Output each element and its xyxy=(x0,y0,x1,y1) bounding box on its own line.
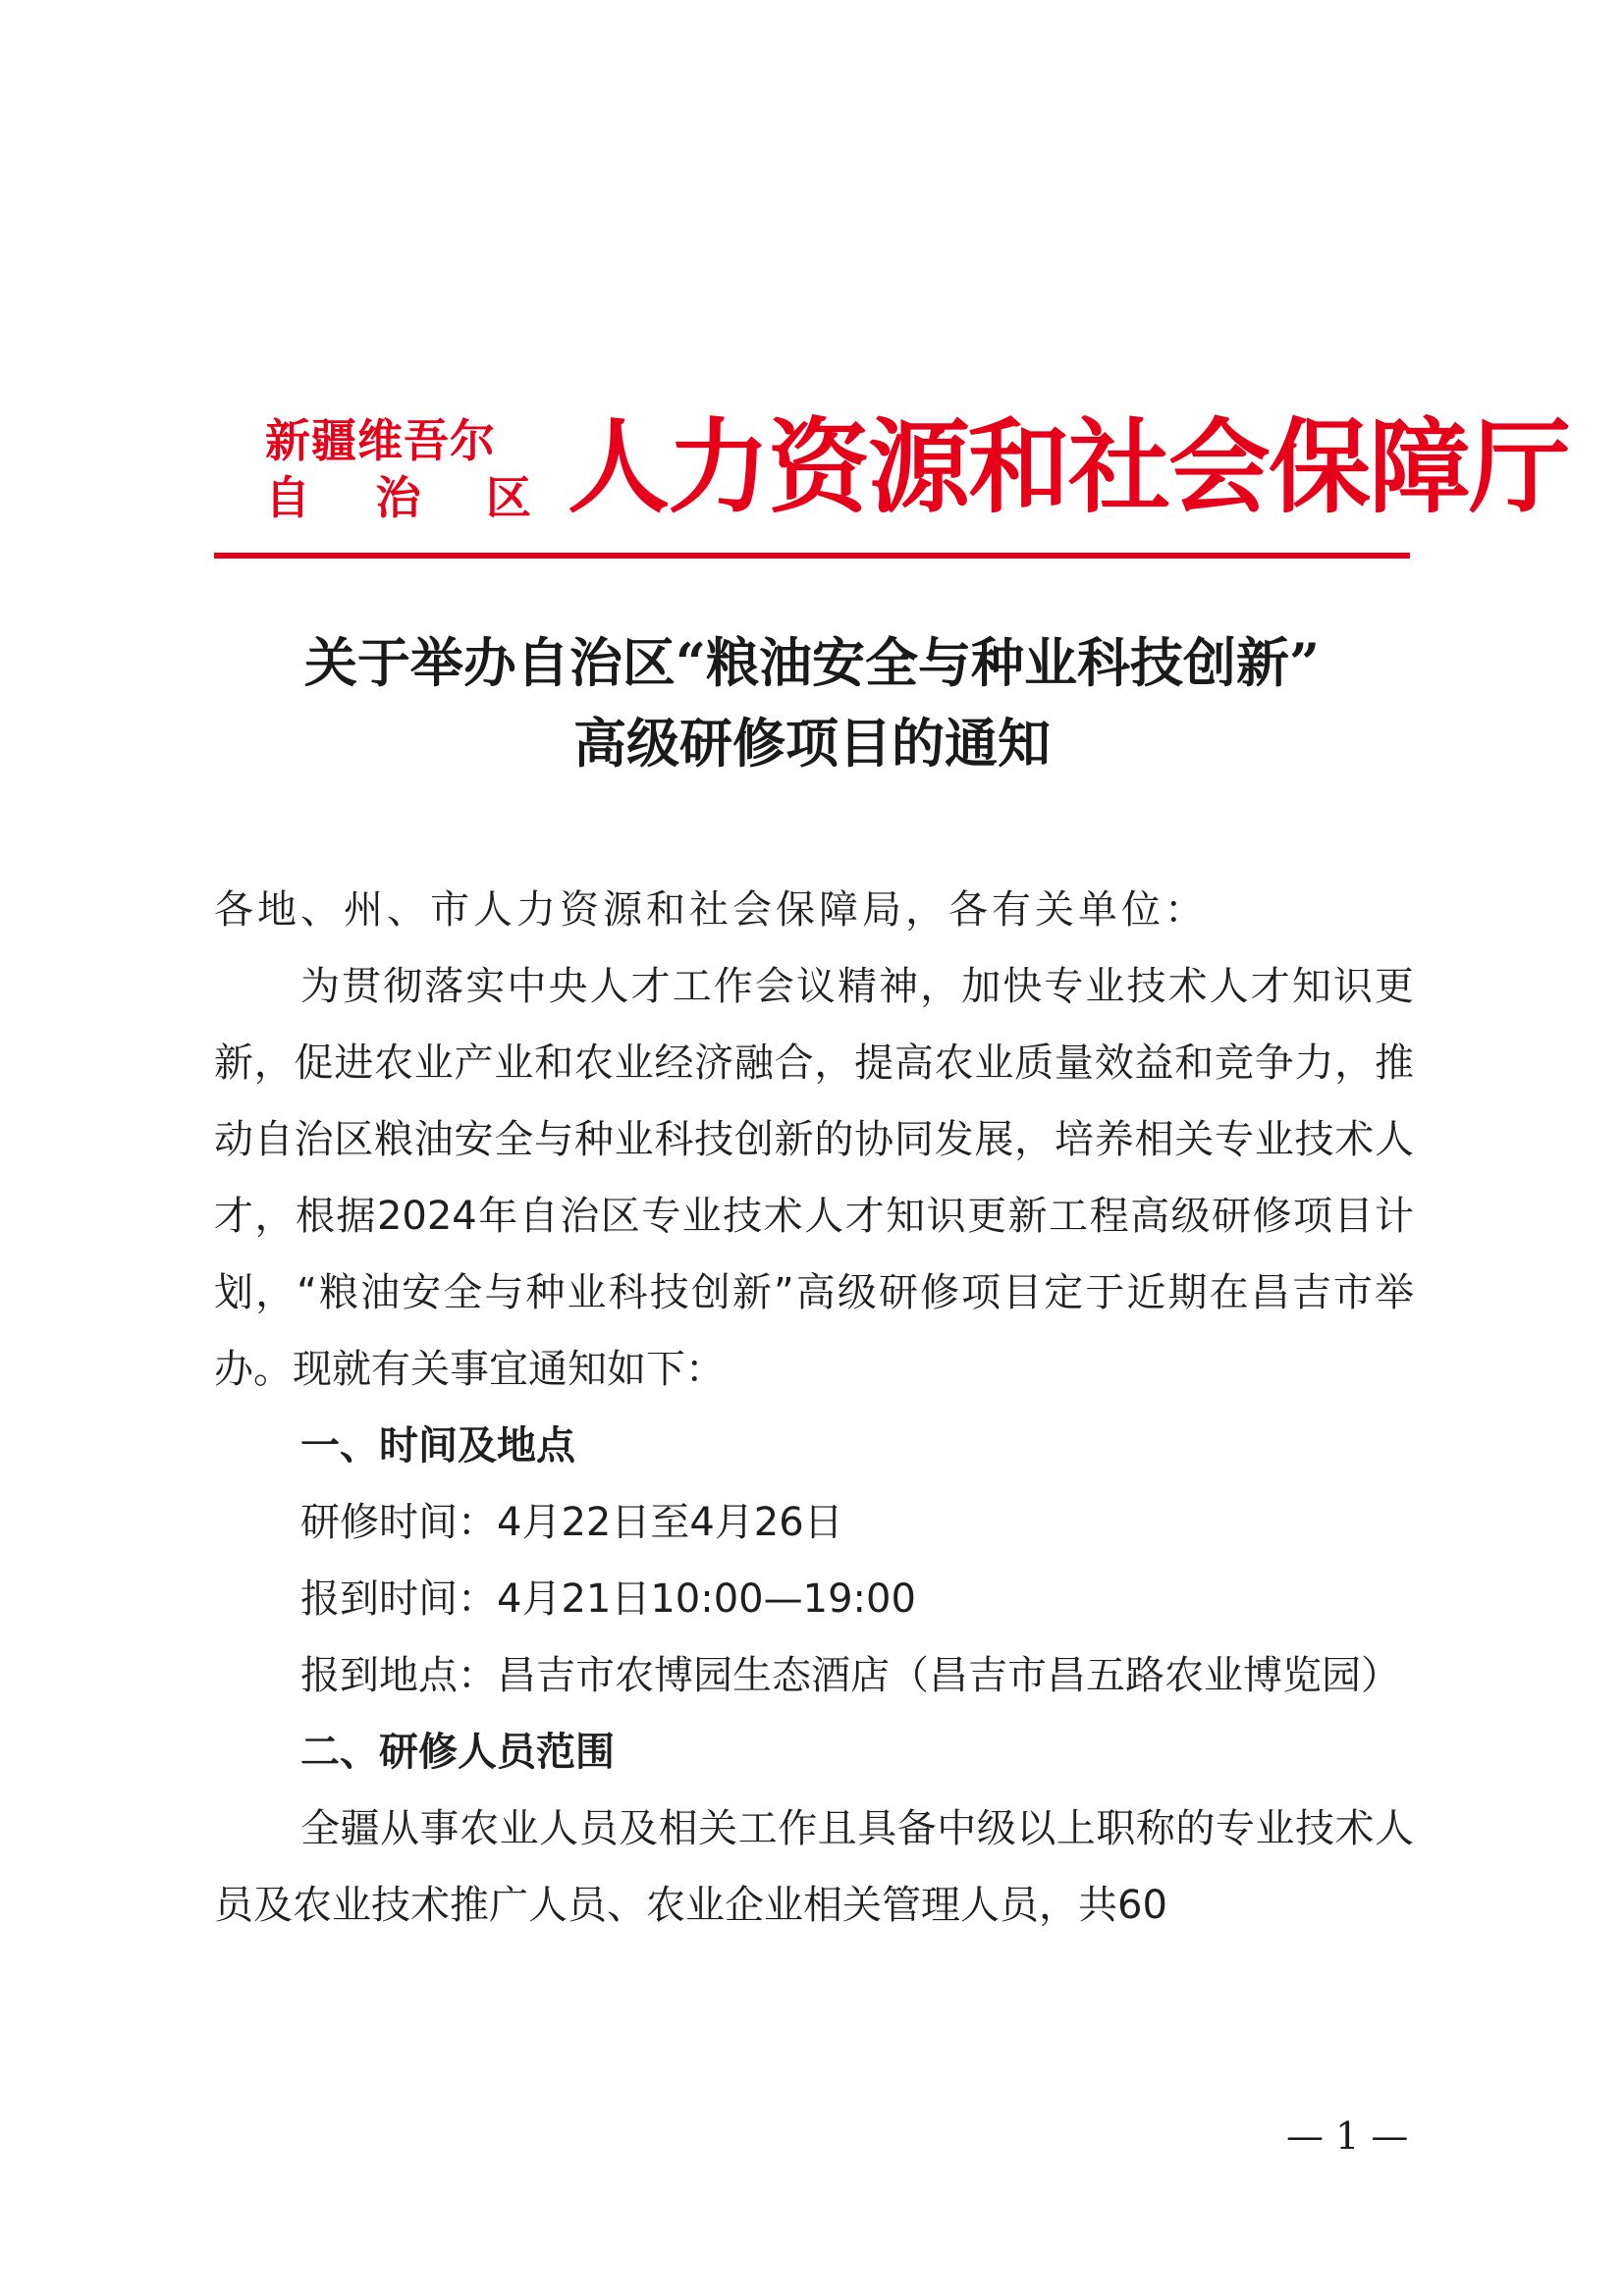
document-title xyxy=(157,622,1467,783)
letterhead xyxy=(265,402,1570,530)
agency-region-char: 区 xyxy=(486,471,532,524)
section-heading-time-place: 一、时间及地点 xyxy=(300,1423,575,1468)
letterhead-divider xyxy=(214,553,1410,559)
intro-paragraph: 为贯彻落实中央人才工作会议精神，加快专业技术人才知识更新，促进农业产业和农业经济融合，提高农业质量效益和竞争力，推动自治区粮油安全与种业科技创新的协同发展，培养相关专业技术人才，根据2024年自治区专业技术人才知识更新工程高级研修项目计划，“粮油安全与种业科技创新”高级研修项目定于近期在昌吉市举办。现就有关事宜通知如下： xyxy=(214,964,1414,1392)
study-time: 研修时间：4月22日至4月26日 xyxy=(300,1500,843,1545)
agency-region-line2 xyxy=(265,469,532,526)
page-number: — 1 — xyxy=(1286,2114,1409,2158)
document-title-line1: 关于举办自治区“粮油安全与种业科技创新” xyxy=(303,631,1321,694)
agency-department-name: 人力资源和社会保障厅 xyxy=(568,406,1570,527)
salutation: 各地、州、市人力资源和社会保障局，各有关单位： xyxy=(214,887,1208,933)
report-time: 报到时间：4月21日10:00—19:00 xyxy=(300,1576,916,1622)
document-body xyxy=(214,872,1414,1944)
report-place: 报到地点：昌吉市农博园生态酒店（昌吉市昌五路农业博览园） xyxy=(300,1653,1400,1698)
agency-region-char: 自 xyxy=(265,471,311,524)
agency-region-line1: 新疆维吾尔 xyxy=(265,414,496,467)
agency-region-name xyxy=(265,412,535,526)
agency-region-char: 治 xyxy=(375,471,422,524)
scope-paragraph: 全疆从事农业人员及相关工作且具备中级以上职称的专业技术人员及农业技术推广人员、农业企业相关管理人员，共60 xyxy=(214,1806,1414,1928)
document-title-line2: 高级研修项目的通知 xyxy=(573,712,1051,774)
section-heading-scope: 二、研修人员范围 xyxy=(300,1730,615,1775)
